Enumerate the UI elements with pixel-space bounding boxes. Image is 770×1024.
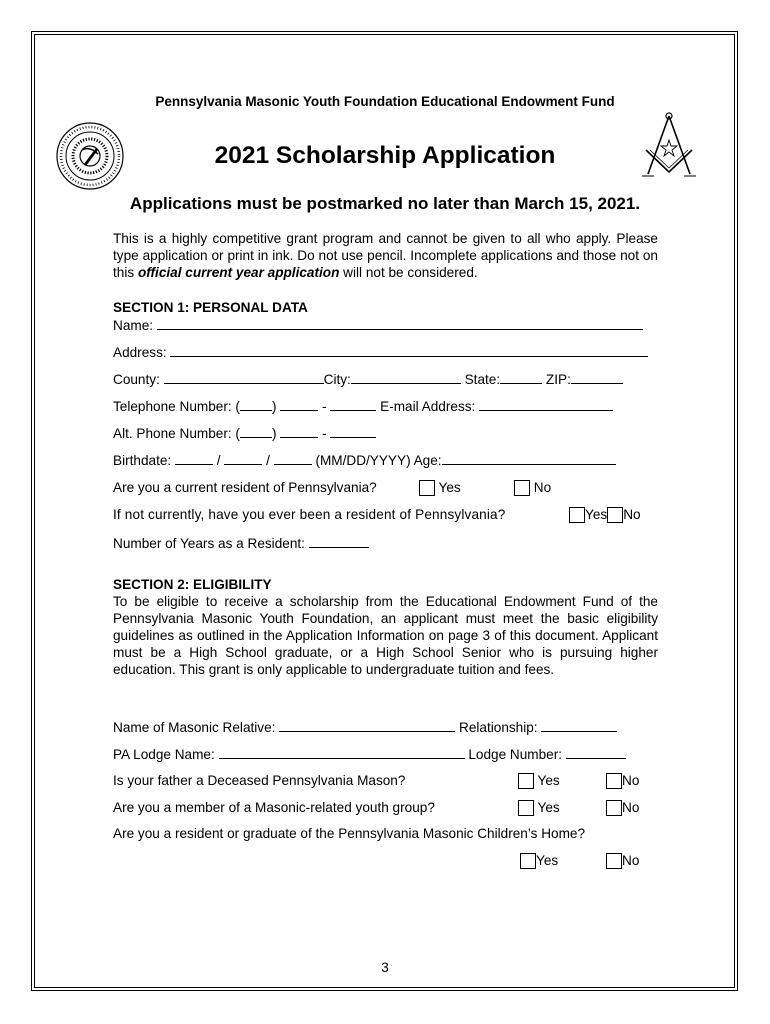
pa-resident-no-checkbox[interactable]: [514, 480, 530, 496]
pa-resident-question: Are you a current resident of Pennsylvania?: [113, 480, 377, 495]
youth-yes-label: Yes: [537, 800, 560, 815]
father-yes-label: Yes: [537, 773, 560, 788]
home-yes-label: Yes: [536, 853, 559, 868]
name-field[interactable]: [157, 316, 643, 330]
birthdate-label: Birthdate:: [113, 453, 172, 468]
birth-day-field[interactable]: [224, 451, 262, 465]
lodge-number-label: Lodge Number:: [468, 747, 563, 762]
home-no-checkbox[interactable]: [606, 853, 622, 869]
section-2-heading: SECTION 2: ELIGIBILITY: [113, 577, 272, 592]
home-yes-checkbox[interactable]: [520, 853, 536, 869]
email-label: E-mail Address:: [380, 399, 476, 414]
zip-label: ZIP:: [545, 372, 571, 387]
alt-phone-paren: ): [271, 426, 277, 441]
ever-resident-question: If not currently, have you ever been a resident of Pennsylvania?: [113, 507, 506, 522]
father-no-label: No: [622, 773, 640, 788]
ever-resident-yes-label: Yes: [585, 507, 608, 522]
page-title: 2021 Scholarship Application: [214, 142, 556, 169]
birthdate-slash-2: /: [266, 453, 270, 468]
phone-line-field[interactable]: [330, 397, 376, 411]
address-row: [113, 343, 648, 361]
birthdate-slash-1: /: [216, 453, 221, 468]
birthdate-row: [113, 451, 616, 469]
intro-emphasis: official current year application: [137, 265, 340, 280]
birth-year-field[interactable]: [274, 451, 312, 465]
home-yes-option[interactable]: [520, 852, 558, 869]
pa-resident-yes-option[interactable]: [419, 479, 461, 496]
phone-area-code-field[interactable]: [240, 397, 272, 411]
pa-resident-no-option[interactable]: [514, 479, 551, 496]
email-field[interactable]: [479, 397, 613, 411]
city-field[interactable]: [351, 370, 461, 384]
relationship-field[interactable]: [541, 718, 617, 732]
county-label: County:: [113, 372, 160, 387]
father-no-checkbox[interactable]: [606, 773, 622, 789]
father-yes-checkbox[interactable]: [518, 773, 534, 789]
lodge-name-label: PA Lodge Name:: [113, 747, 215, 762]
deceased-father-question: Is your father a Deceased Pennsylvania Mason?: [113, 773, 406, 788]
address-label: Address:: [113, 345, 167, 360]
phone-prefix-field[interactable]: [280, 397, 318, 411]
county-row: [113, 370, 623, 388]
youth-yes-option[interactable]: [518, 799, 560, 816]
pa-resident-row: [113, 479, 377, 496]
zip-field[interactable]: [571, 370, 623, 384]
city-label: City:: [323, 372, 351, 387]
alt-phone-dash: -: [322, 426, 327, 441]
state-label: State:: [464, 372, 501, 387]
ever-resident-no-label: No: [623, 507, 641, 522]
eligibility-paragraph: To be eligible to receive a scholarship from the Educational Endowment Fund of the Pennsylvania Masonic Youth Foundation, an applicant must meet the basic eligibility guidelines as outlined in the Application Information on page 3 of this document. Applicant must be a High School graduate, or a High School Senior who is pursuing higher education. This grant is only applicable to undergraduate tuition and fees.: [113, 594, 658, 677]
alt-phone-area-code-field[interactable]: [240, 424, 272, 438]
lodge-row: [113, 745, 626, 763]
intro-text: This is a highly competitive grant program and cannot be given to all who apply. Please type application or print in ink. Do not use pencil. Incomplete applications and those not on this: [113, 231, 658, 280]
home-no-label: No: [622, 853, 640, 868]
birth-month-field[interactable]: [175, 451, 213, 465]
masonic-relative-row: [113, 718, 617, 736]
alt-phone-line-field[interactable]: [330, 424, 376, 438]
youth-no-checkbox[interactable]: [606, 800, 622, 816]
lodge-number-field[interactable]: [566, 745, 626, 759]
youth-yes-checkbox[interactable]: [518, 800, 534, 816]
home-no-option[interactable]: [606, 852, 639, 869]
pa-resident-yes-label: Yes: [438, 480, 461, 495]
father-yes-option[interactable]: [518, 772, 560, 789]
youth-no-option[interactable]: [606, 799, 639, 816]
intro-text-end: will not be considered.: [339, 265, 478, 280]
name-row: [113, 316, 643, 334]
pa-resident-yes-checkbox[interactable]: [419, 480, 435, 496]
alt-phone-prefix-field[interactable]: [280, 424, 318, 438]
phone-label: Telephone Number: (: [113, 399, 240, 414]
relative-field[interactable]: [279, 718, 455, 732]
years-resident-label: Number of Years as a Resident:: [113, 536, 305, 551]
name-label: Name:: [113, 318, 154, 333]
alt-phone-label: Alt. Phone Number: (: [113, 426, 240, 441]
page-number: 3: [381, 960, 389, 975]
years-resident-field[interactable]: [309, 534, 369, 548]
lodge-name-field[interactable]: [219, 745, 465, 759]
date-format-hint: (MM/DD/YYYY) Age:: [315, 453, 442, 468]
intro-paragraph: [113, 230, 658, 281]
state-field[interactable]: [500, 370, 542, 384]
youth-no-label: No: [622, 800, 640, 815]
ever-resident-no-checkbox[interactable]: [607, 507, 623, 523]
phone-paren: ): [271, 399, 277, 414]
alt-phone-row: [113, 424, 376, 442]
pa-resident-no-label: No: [533, 480, 552, 495]
address-field[interactable]: [170, 343, 648, 357]
ever-resident-row: [113, 506, 505, 523]
section-1-heading: SECTION 1: PERSONAL DATA: [113, 300, 308, 315]
childrens-home-question: Are you a resident or graduate of the Pennsylvania Masonic Children’s Home?: [113, 826, 586, 841]
phone-dash: -: [322, 399, 327, 414]
years-resident-row: [113, 534, 369, 552]
father-no-option[interactable]: [606, 772, 639, 789]
youth-group-question: Are you a member of a Masonic-related youth group?: [113, 800, 435, 815]
telephone-row: [113, 397, 613, 415]
deadline-notice: Applications must be postmarked no later than March 15, 2021.: [129, 194, 641, 213]
county-field[interactable]: [164, 370, 324, 384]
relationship-label: Relationship:: [459, 720, 538, 735]
ever-resident-yes-checkbox[interactable]: [569, 507, 585, 523]
ever-resident-options: [569, 506, 641, 523]
organization-name: Pennsylvania Masonic Youth Foundation Educational Endowment Fund: [155, 94, 615, 109]
relative-label: Name of Masonic Relative:: [113, 720, 276, 735]
age-field[interactable]: [442, 451, 616, 465]
